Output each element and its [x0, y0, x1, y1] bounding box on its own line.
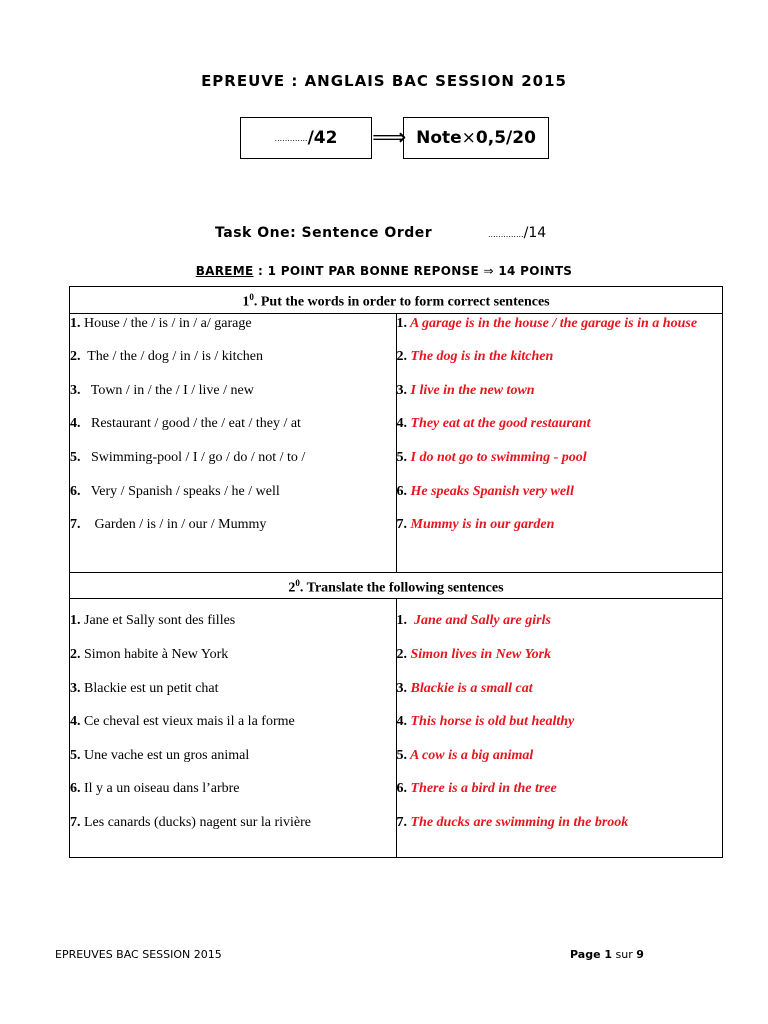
list-item: 4. They eat at the good restaurant — [396, 416, 591, 432]
list-item: 5. I do not go to swimming - pool — [396, 450, 587, 466]
score-dots: ............. — [274, 133, 308, 143]
list-item: 2. The dog is in the kitchen — [396, 349, 554, 365]
list-item: 3. I live in the new town — [396, 382, 535, 398]
list-item: 5. A cow is a big animal — [396, 747, 534, 763]
page-number: Page 1 sur 9 — [570, 948, 644, 961]
section2-number: 2 — [288, 580, 296, 596]
footer-left: EPREUVES BAC SESSION 2015 — [55, 948, 222, 961]
list-item: 1. House / the / is / in / a/ garage — [70, 315, 252, 331]
total-score-box — [240, 117, 372, 159]
section2-heading — [70, 572, 723, 599]
list-item: 2. Simon lives in New York — [396, 646, 552, 662]
list-item: 3. Blackie is a small cat — [396, 680, 533, 696]
list-item: 7. Mummy is in our garden — [396, 517, 555, 533]
list-item: 2. The / the / dog / in / is / kitchen — [70, 349, 263, 365]
times-icon: × — [461, 128, 476, 148]
task-score — [488, 225, 546, 241]
list-item: 1. A garage is in the house / the garage is in a house — [396, 315, 698, 331]
answer-table — [69, 286, 723, 858]
list-item: 6. Il y a un oiseau dans l’arbre — [70, 781, 240, 797]
section2-answers — [396, 599, 723, 858]
page-title: EPREUVE : ANGLAIS BAC SESSION 2015 — [201, 72, 567, 90]
task-score-dots: .............. — [488, 230, 524, 239]
list-item: 4. This horse is old but healthy — [396, 714, 575, 730]
list-item: 1. Jane and Sally are girls — [396, 613, 551, 629]
section1-heading-text: . Put the words in order to form correct sentences — [253, 294, 550, 310]
section2-heading-text: . Translate the following sentences — [299, 580, 504, 596]
list-item: 3. Blackie est un petit chat — [70, 680, 219, 696]
note-factor: 0,5/20 — [475, 128, 536, 148]
bareme-arrow-icon: ⇒ — [483, 264, 494, 278]
list-item: 4. Restaurant / good / the / eat / they / at — [70, 416, 301, 432]
bareme-points: 14 POINTS — [493, 264, 573, 278]
section2-sup: 0 — [295, 577, 300, 588]
list-item: 7. Les canards (ducks) nagent sur la rivière — [70, 814, 312, 830]
list-item: 5. Swimming-pool / I / go / do / not / to / — [70, 450, 306, 466]
implies-arrow-icon: ⟹ — [372, 123, 407, 151]
section1-questions — [70, 313, 397, 572]
list-item: 6. Very / Spanish / speaks / he / well — [70, 483, 280, 499]
section1-answers — [396, 313, 723, 572]
list-item: 2. Simon habite à New York — [70, 646, 229, 662]
section2-questions — [70, 599, 397, 858]
list-item: 1. Jane et Sally sont des filles — [70, 613, 236, 629]
note-label: Note — [416, 128, 462, 148]
list-item: 7. The ducks are swimming in the brook — [396, 814, 629, 830]
list-item: 7. Garden / is / in / our / Mummy — [70, 517, 267, 533]
list-item: 6. There is a bird in the tree — [396, 781, 557, 797]
section1-heading — [70, 287, 723, 314]
bareme-label: BAREME — [195, 264, 254, 278]
task-score-total: /14 — [523, 225, 547, 241]
task-title: Task One: Sentence Order — [215, 225, 433, 241]
list-item: 3. Town / in / the / I / live / new — [70, 382, 254, 398]
bareme-line — [0, 264, 768, 278]
note-box — [403, 117, 549, 159]
list-item: 4. Ce cheval est vieux mais il a la forme — [70, 714, 295, 730]
list-item: 5. Une vache est un gros animal — [70, 747, 250, 763]
section1-sup: 0 — [249, 292, 254, 302]
bareme-text: : 1 POINT PAR BONNE REPONSE — [253, 264, 484, 278]
section1-number: 1 — [242, 294, 250, 310]
score-total: /42 — [307, 128, 338, 148]
list-item: 6. He speaks Spanish very well — [396, 483, 574, 499]
